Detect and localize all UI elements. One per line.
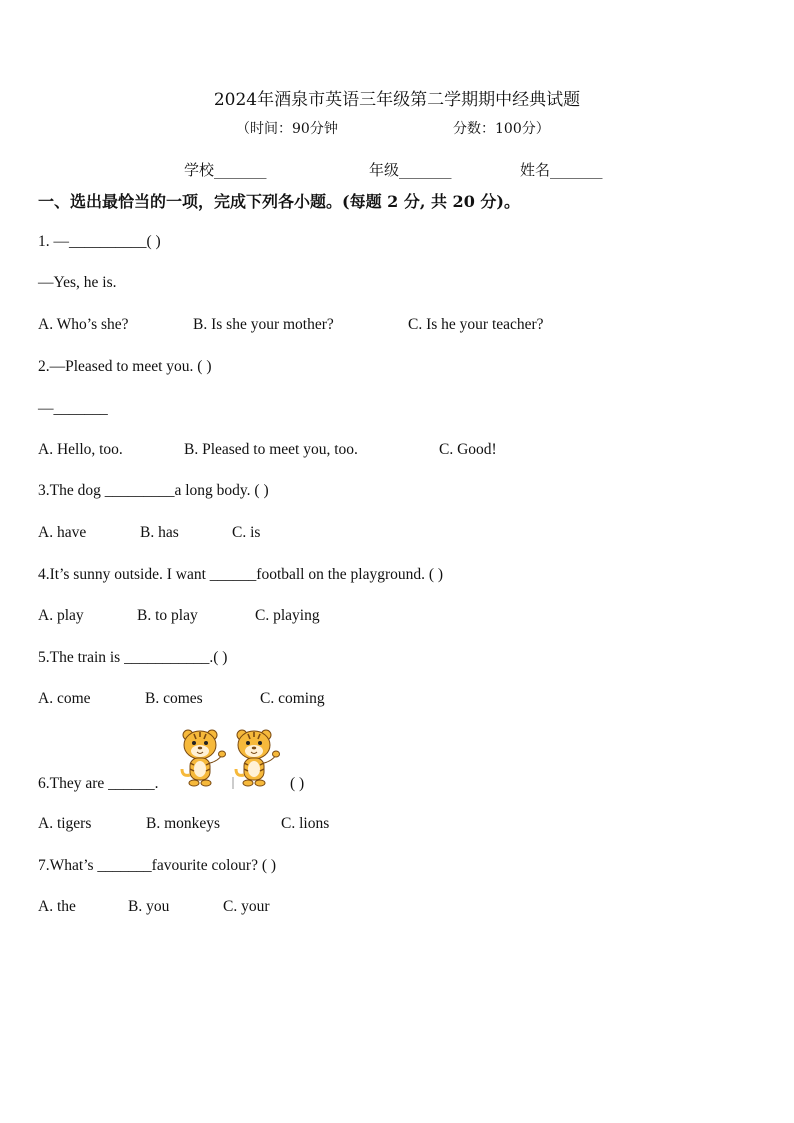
tiger-icon (182, 730, 226, 786)
school-field: 学校_______ (184, 161, 267, 179)
question-stem: 7.What’s _______favourite colour? ( ) (38, 857, 277, 874)
question-options (38, 316, 544, 334)
option-c: C. your (223, 898, 270, 915)
option-c: C. Good! (439, 441, 497, 458)
option-b: B. to play (137, 607, 198, 624)
option-a: A. Hello, too. (38, 441, 123, 458)
question-stem: 4.It’s sunny outside. I want ______football on the playground. ( ) (38, 566, 444, 583)
question-stem: 1. —__________( ) (38, 233, 161, 250)
option-a: A. tigers (38, 815, 92, 832)
option-b: B. you (128, 898, 170, 915)
option-b: B. Is she your mother? (193, 316, 334, 333)
paper-title: 2024年酒泉市英语三年级第二学期期中经典试题 (213, 90, 581, 110)
option-c: C. Is he your teacher? (408, 316, 544, 333)
option-c: C. coming (260, 690, 325, 707)
question-stem: 2.—Pleased to meet you. ( ) (38, 358, 212, 375)
question-response: —Yes, he is. (38, 274, 117, 291)
total-score: 分数：100分） (453, 121, 550, 137)
question-stem: 6.They are ______. (38, 775, 159, 792)
time-limit: （时间：90分钟 (236, 121, 338, 137)
option-b: B. Pleased to meet you, too. (184, 441, 358, 458)
tiger-icon (236, 730, 280, 786)
option-a: A. the (38, 898, 76, 915)
question-options (38, 898, 270, 916)
answer-parenthesis: ( ) (290, 775, 305, 792)
option-c: C. is (232, 524, 261, 541)
question-options (38, 815, 329, 833)
option-c: C. playing (255, 607, 320, 624)
question-stem: 5.The train is ___________.( ) (38, 649, 228, 666)
question-options (38, 607, 320, 625)
option-b: B. comes (145, 690, 203, 707)
question-stem: 3.The dog _________a long body. ( ) (38, 482, 269, 499)
tigers-illustration (178, 727, 284, 795)
section-heading: 一、选出最恰当的一项，完成下列各小题。(每题 2 分, 共 20 分)。 (38, 192, 520, 211)
question-options (38, 690, 325, 708)
option-a: A. come (38, 690, 91, 707)
option-b: B. has (140, 524, 179, 541)
option-a: A. Who’s she? (38, 316, 129, 333)
option-a: A. play (38, 607, 84, 624)
question-response: —_______ (38, 400, 108, 417)
grade-field: 年级_______ (369, 161, 452, 179)
question-options (38, 524, 260, 542)
name-field: 姓名_______ (520, 161, 603, 179)
option-c: C. lions (281, 815, 330, 832)
option-b: B. monkeys (146, 815, 221, 832)
option-a: A. have (38, 524, 87, 541)
question-options (38, 441, 497, 459)
